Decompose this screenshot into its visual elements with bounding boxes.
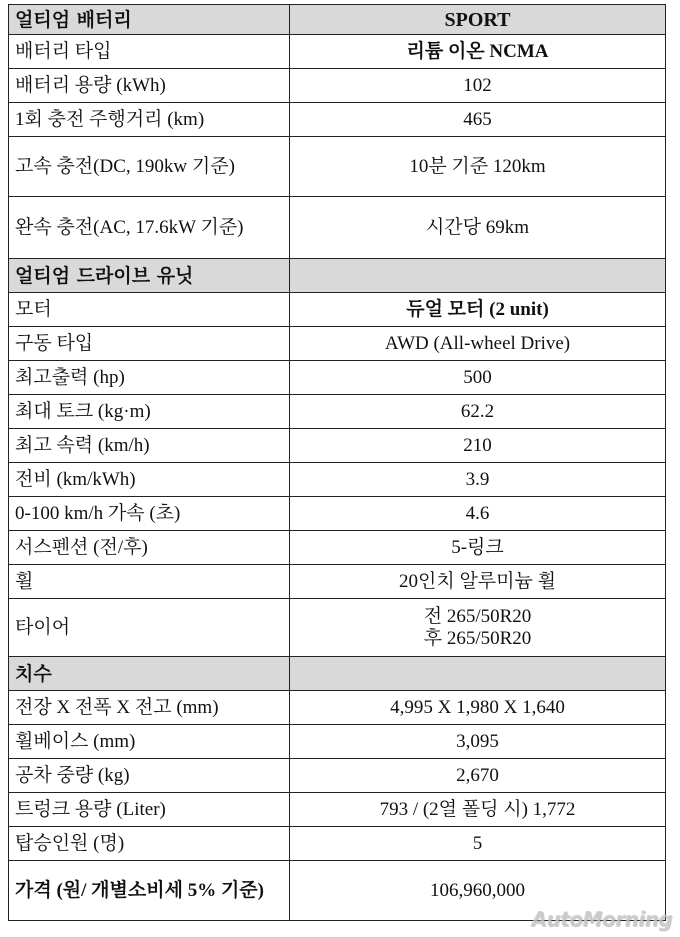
spec-row	[9, 463, 666, 497]
spec-label: 최고 속력 (km/h)	[9, 429, 290, 463]
spec-label: 공차 중량 (kg)	[9, 759, 290, 793]
spec-label: 휠베이스 (mm)	[9, 725, 290, 759]
spec-value-line: 전 265/50R20	[423, 605, 532, 627]
spec-label: 서스펜션 (전/후)	[9, 531, 290, 565]
spec-label: 배터리 타입	[9, 35, 290, 69]
spec-label: 구동 타입	[9, 327, 290, 361]
spec-value: 465	[290, 103, 666, 137]
spec-row	[9, 759, 666, 793]
spec-row	[9, 35, 666, 69]
spec-value: 102	[290, 69, 666, 103]
spec-label: 모터	[9, 293, 290, 327]
section-header-row	[9, 259, 666, 293]
spec-row	[9, 327, 666, 361]
spec-table	[8, 4, 666, 921]
watermark-logo: AutoMorning	[531, 907, 672, 931]
spec-value: 5	[290, 827, 666, 861]
spec-label: 1회 충전 주행거리 (km)	[9, 103, 290, 137]
spec-row	[9, 293, 666, 327]
spec-value: 62.2	[290, 395, 666, 429]
spec-label: 전장 X 전폭 X 전고 (mm)	[9, 691, 290, 725]
spec-row	[9, 793, 666, 827]
spec-value: 210	[290, 429, 666, 463]
spec-value: 106,960,000	[290, 861, 666, 921]
spec-row	[9, 429, 666, 463]
spec-value: 5-링크	[290, 531, 666, 565]
spec-row	[9, 725, 666, 759]
spec-row	[9, 137, 666, 197]
spec-row	[9, 69, 666, 103]
spec-label: 타이어	[9, 599, 290, 657]
spec-value	[290, 599, 666, 657]
spec-row	[9, 103, 666, 137]
spec-value: 2,670	[290, 759, 666, 793]
spec-row	[9, 497, 666, 531]
spec-row	[9, 691, 666, 725]
spec-label: 탑승인원 (명)	[9, 827, 290, 861]
spec-value: 793 / (2열 폴딩 시) 1,772	[290, 793, 666, 827]
spec-value: 500	[290, 361, 666, 395]
section-value	[290, 259, 666, 293]
spec-row	[9, 197, 666, 259]
spec-label: 고속 충전(DC, 190kw 기준)	[9, 137, 290, 197]
spec-label: 최대 토크 (kg·m)	[9, 395, 290, 429]
section-title: 얼티엄 드라이브 유닛	[9, 259, 290, 293]
spec-label: 0-100 km/h 가속 (초)	[9, 497, 290, 531]
section-title: 얼티엄 배터리	[9, 5, 290, 35]
section-header-row	[9, 657, 666, 691]
section-value	[290, 657, 666, 691]
spec-row	[9, 361, 666, 395]
spec-label: 가격 (원/ 개별소비세 5% 기준)	[9, 861, 290, 921]
spec-row	[9, 395, 666, 429]
spec-value: AWD (All-wheel Drive)	[290, 327, 666, 361]
spec-table-body	[9, 5, 666, 921]
section-value: SPORT	[290, 5, 666, 35]
spec-value: 리튬 이온 NCMA	[290, 35, 666, 69]
spec-row	[9, 565, 666, 599]
spec-value: 20인치 알루미늄 휠	[290, 565, 666, 599]
spec-label: 전비 (km/kWh)	[9, 463, 290, 497]
spec-label: 완속 충전(AC, 17.6kW 기준)	[9, 197, 290, 259]
spec-value-line: 후 265/50R20	[423, 627, 532, 649]
spec-value: 4.6	[290, 497, 666, 531]
section-title: 치수	[9, 657, 290, 691]
spec-value: 3.9	[290, 463, 666, 497]
spec-label: 배터리 용량 (kWh)	[9, 69, 290, 103]
spec-value: 시간당 69km	[290, 197, 666, 259]
spec-row	[9, 531, 666, 565]
spec-table-container	[8, 4, 666, 921]
spec-value: 듀얼 모터 (2 unit)	[290, 293, 666, 327]
spec-label: 트렁크 용량 (Liter)	[9, 793, 290, 827]
spec-label: 최고출력 (hp)	[9, 361, 290, 395]
spec-row	[9, 827, 666, 861]
spec-row	[9, 599, 666, 657]
spec-value: 4,995 X 1,980 X 1,640	[290, 691, 666, 725]
spec-label: 휠	[9, 565, 290, 599]
section-header-row	[9, 5, 666, 35]
spec-value: 3,095	[290, 725, 666, 759]
spec-value: 10분 기준 120km	[290, 137, 666, 197]
